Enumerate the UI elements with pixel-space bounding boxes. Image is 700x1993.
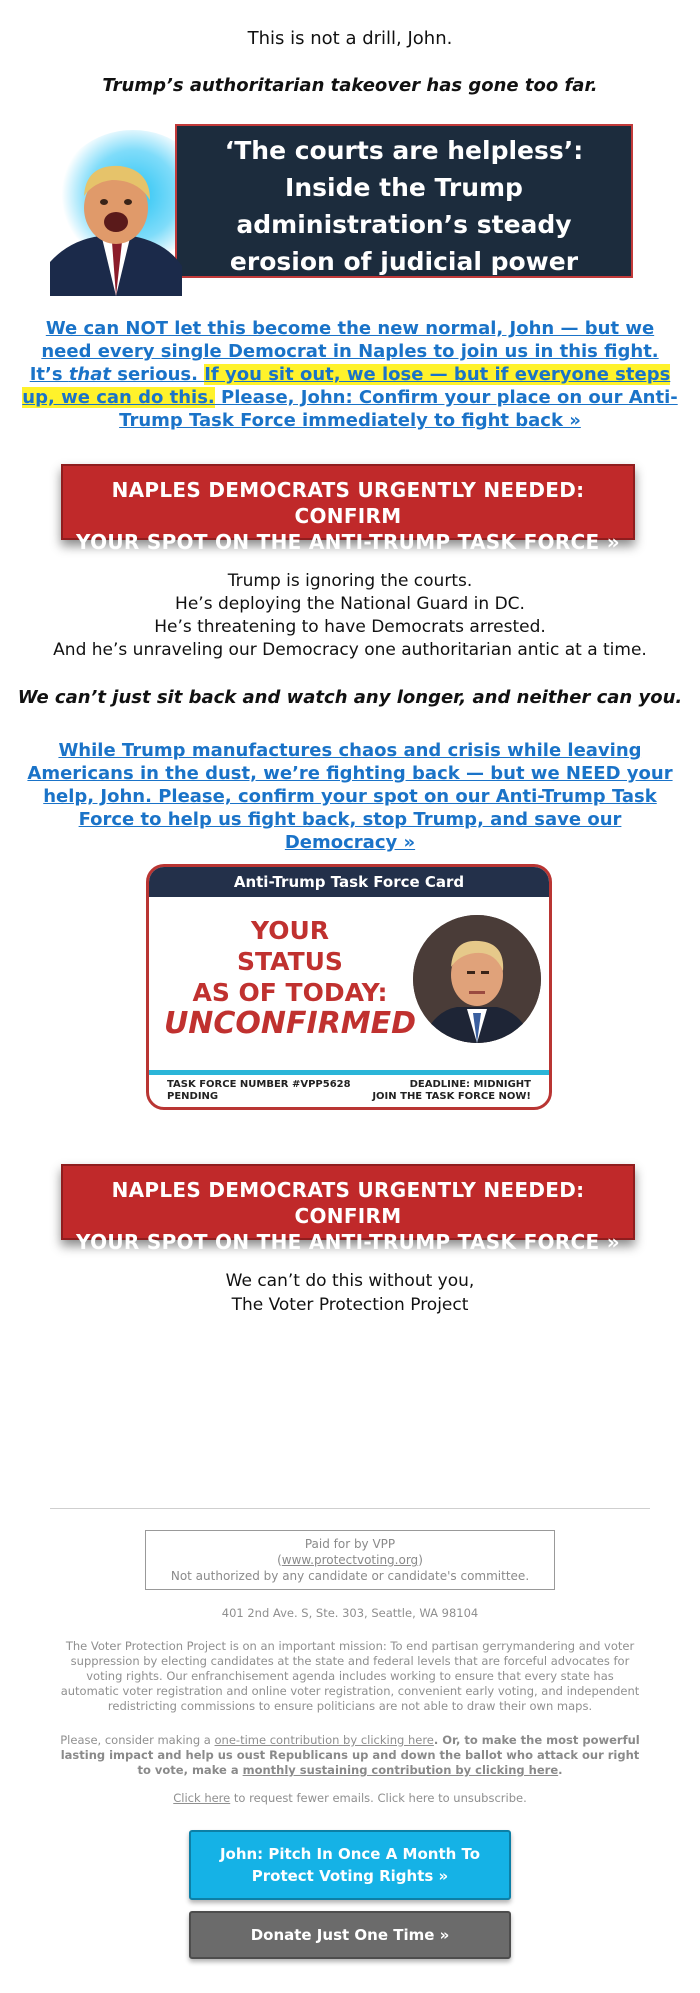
appeal-highlight[interactable]: If you sit out, we lose — but if everyone steps up, we can do this. — [22, 364, 671, 408]
paid-link-line: (www.protectvoting.org) — [277, 1553, 423, 1567]
appeal-text-3[interactable]: Please, John: Confirm your place on our Anti-Trump Task Force immediately to fight back » — [119, 387, 678, 431]
hero-line-4: erosion of judicial power — [229, 247, 579, 276]
rally-line: We can’t just sit back and watch any longer, and neither can you. — [17, 687, 683, 708]
trump-photo-icon — [413, 915, 541, 1043]
card-pending: PENDING — [167, 1091, 219, 1102]
paid-for-box — [145, 1530, 555, 1590]
cta-confirm-spot-button-2[interactable] — [61, 1164, 635, 1254]
one-time-donate-button[interactable]: Donate Just One Time » — [189, 1911, 511, 1959]
monthly-contribution-link[interactable]: monthly sustaining contribution by clicking here — [242, 1763, 559, 1777]
body-line-1: Trump is ignoring the courts. — [227, 571, 473, 591]
paid-link[interactable]: www.protectvoting.org — [281, 1553, 419, 1567]
card-status-line-1: YOUR — [250, 916, 329, 945]
hero-line-2: Inside the Trump — [285, 173, 523, 202]
card-task-number — [167, 1079, 351, 1103]
hero-headline-box — [175, 124, 633, 278]
one-time-contribution-link[interactable]: one-time contribution by clicking here — [214, 1733, 434, 1747]
fewer-emails-link[interactable]: Click here — [173, 1791, 231, 1805]
card-status-line-2: STATUS — [237, 947, 343, 976]
body-line-2: He’s deploying the National Guard in DC. — [175, 594, 525, 614]
cta2-line-2: YOUR SPOT ON THE ANTI-TRUMP TASK FORCE » — [76, 1230, 620, 1254]
appeal-italic[interactable]: that — [68, 364, 111, 385]
appeal-text-2[interactable]: serious. — [110, 364, 205, 385]
card-status-line-3: AS OF TODAY: — [192, 978, 388, 1007]
greeting-line: This is not a drill, John. — [247, 28, 453, 49]
paid-by: Paid for by VPP — [304, 1537, 396, 1551]
body-lines — [0, 570, 700, 662]
cta-line-2: YOUR SPOT ON THE ANTI-TRUMP TASK FORCE » — [76, 530, 620, 554]
cta-confirm-spot-button[interactable] — [61, 464, 635, 554]
trump-portrait-icon — [50, 150, 182, 296]
contrib-pre: Please, consider making a — [60, 1733, 215, 1747]
monthly-donate-button[interactable]: John: Pitch In Once A Month To Protect Voting Rights » — [189, 1830, 511, 1900]
hero-banner — [48, 122, 638, 297]
footer-contribute — [60, 1733, 640, 1778]
card-task-number-text: TASK FORCE NUMBER #VPP5628 — [167, 1079, 351, 1090]
task-force-card[interactable] — [146, 864, 552, 1110]
footer-divider — [50, 1508, 650, 1509]
cta2-line-1: NAPLES DEMOCRATS URGENTLY NEEDED: CONFIRM — [111, 1178, 585, 1228]
appeal-link-paragraph[interactable] — [22, 317, 678, 432]
signoff — [0, 1269, 700, 1317]
card-deadline — [372, 1079, 531, 1103]
card-deadline-text: DEADLINE: MIDNIGHT — [409, 1079, 531, 1090]
not-authorized: Not authorized by any candidate or candidate's committee. — [170, 1569, 530, 1583]
appeal-text-1[interactable]: We can NOT let this become the new normal, John — but we need every single Democrat in Naples to join us in this fight. It’s — [29, 318, 659, 385]
footer-address: 401 2nd Ave. S, Ste. 303, Seattle, WA 98104 — [221, 1606, 479, 1620]
body-line-4: And he’s unraveling our Democracy one authoritarian antic at a time. — [53, 640, 647, 660]
card-header: Anti-Trump Task Force Card — [149, 867, 549, 897]
hero-headline — [177, 132, 631, 280]
footer-mission: The Voter Protection Project is on an important mission: To end partisan gerrymandering and voter suppression by electing candidates at the state and federal levels that are forceful advocates for voting rights. Our enfranchisement agenda includes working to ensure that every state has automatic voter registration and online voter registration, convenient early voting, and independent redistricting commissions to ensure politicians are not able to draw their own maps. — [60, 1639, 640, 1713]
subhead: Trump’s authoritarian takeover has gone too far. — [102, 75, 598, 96]
card-status — [155, 915, 425, 1039]
cta-line-1: NAPLES DEMOCRATS URGENTLY NEEDED: CONFIRM — [111, 478, 585, 528]
body-line-3: He’s threatening to have Democrats arrested. — [154, 617, 546, 637]
card-stripe — [149, 1070, 549, 1075]
signoff-line-2: The Voter Protection Project — [231, 1295, 469, 1315]
fewer-emails-text: to request fewer emails. Click here to unsubscribe. — [230, 1791, 527, 1805]
signoff-line-1: We can’t do this without you, — [225, 1271, 475, 1291]
card-join: JOIN THE TASK FORCE NOW! — [372, 1091, 531, 1102]
contrib-mid: . Or, to make the most powerful lasting impact and help us oust Republicans up and down the ballot who attack our right to vote, make a — [60, 1733, 640, 1777]
footer-fewer-emails — [60, 1791, 640, 1806]
contrib-end: . — [558, 1763, 563, 1777]
card-status-value: UNCONFIRMED — [163, 1006, 417, 1041]
hero-line-3: administration’s steady — [236, 210, 572, 239]
appeal-2-link[interactable]: While Trump manufactures chaos and crisis while leaving Americans in the dust, we’re fighting back — but we NEED your help, John. Please, confirm your spot on our Anti-Trump Task Force to help us fight back, stop Trump, and save our Democracy » — [27, 740, 673, 853]
hero-line-1: ‘The courts are helpless’: — [224, 136, 584, 165]
